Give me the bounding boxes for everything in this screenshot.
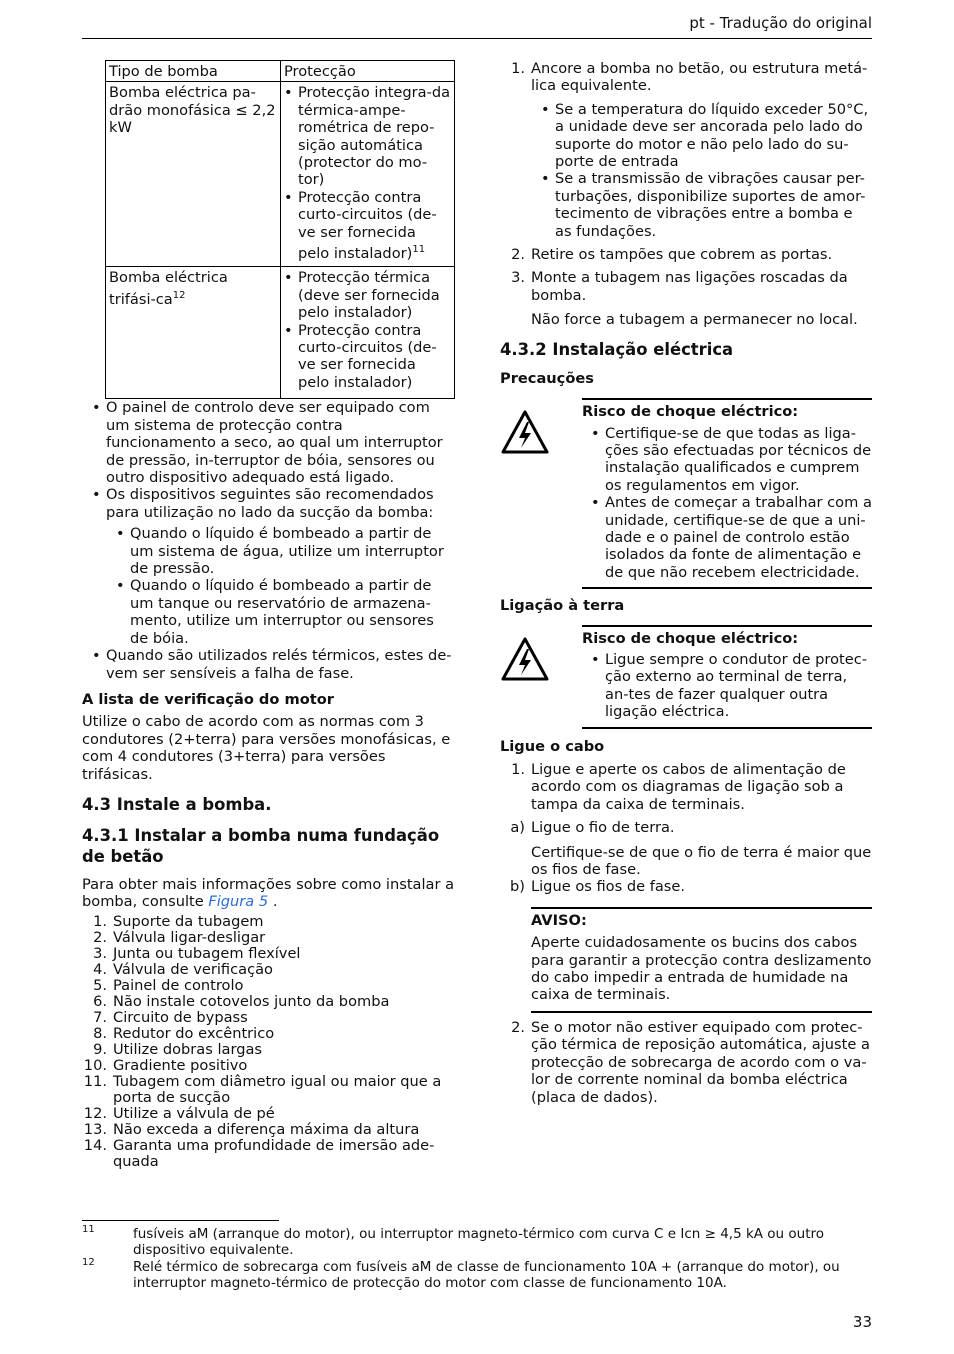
list-item: 11. Tubagem com diâmetro igual ou maior que a porta de sucção <box>83 1072 442 1106</box>
step-item: 3. Monte a tubagem nas ligações roscadas da bomba. <box>511 269 848 304</box>
list-item: 4. Válvula de verificação <box>93 960 273 978</box>
step-item: 2. Retire os tampões que cobrem as portas. <box>511 246 833 264</box>
list-item: • Quando o líquido é bombeado a partir de um tanque ou reservatório de armazena-mento, utilize um interruptor ou sensores de bóia. <box>130 577 455 647</box>
list-item: 1. Suporte da tubagem <box>93 912 264 930</box>
section-4-3-title: 4.3 Instale a bomba. <box>82 794 272 814</box>
precautions-heading: Precauções <box>500 369 594 387</box>
section-4-3-2-title: 4.3.2 Instalação eléctrica <box>500 339 734 359</box>
warning-title: Risco de choque eléctrico: <box>582 629 799 647</box>
list-item: • Quando o líquido é bombeado a partir de um sistema de água, utilize um interruptor de pressão. <box>130 525 455 577</box>
list-item: • Antes de começar a trabalhar com a unidade, certifique-se de que a uni-dade e o painel de controlo estão isolados da fonte de alimentação e de que não recebem electricidade. <box>605 494 872 581</box>
motor-text: Utilize o cabo de acordo com as normas com 3 condutores (2+terra) para versões monofásicas, e com 4 condutores (3+terra) para versões trifásicas. <box>82 713 451 783</box>
list-item-text: Tubagem com diâmetro igual ou maior que a porta de sucção <box>113 1072 442 1106</box>
list-item-text: Junta ou tubagem flexível <box>113 944 301 962</box>
running-header: pt - Tradução do original <box>689 14 872 32</box>
electric-hazard-icon <box>500 636 550 682</box>
step-text: Ligue os fios de fase. <box>531 878 686 896</box>
list-item-text: Painel de controlo <box>113 976 244 994</box>
list-item-text: Não exceda a diferença máxima da altura <box>113 1120 420 1138</box>
cell-text: Bomba eléctrica trifási-ca <box>109 269 228 308</box>
step-item: 2. Se o motor não estiver equipado com protec-ção térmica de reposição automática, ajuste a protecção de sobrecarga de acordo com o va-lor de corrente nominal da bomba eléctrica (placa de dados). <box>511 1018 870 1106</box>
list-item-text: Válvula de verificação <box>113 960 273 978</box>
header-rule <box>82 38 872 39</box>
step-note: Não force a tubagem a permanecer no local. <box>531 311 858 329</box>
footnote-ref: 11 <box>412 244 426 256</box>
step-text: Ancore a bomba no betão, ou estrutura metá-lica equivalente. <box>531 60 868 95</box>
step-text: Ligue o fio de terra. <box>531 819 675 837</box>
list-item: • O painel de controlo deve ser equipado com um sistema de protecção contra funcionamento a seco, ao qual um interruptor de pressão, in-terruptor de bóia, sensores ou outro dispositivo adequado está ligado. <box>106 399 455 486</box>
list-item-text: Redutor do excêntrico <box>113 1024 275 1042</box>
step-item: 1. Ligue e aperte os cabos de alimentação de acordo com os diagramas de ligação sob a tampa da caixa de terminais. <box>511 761 846 813</box>
page-number: 33 <box>852 1313 872 1331</box>
step-text: Retire os tampões que cobrem as portas. <box>531 246 833 264</box>
table-header-protection: Protecção <box>281 61 455 82</box>
notice-text: Aperte cuidadosamente os bucins dos cabos para garantir a protecção contra deslizamento do cabo impedir a entrada de humidade na caixa de terminais. <box>531 934 872 1004</box>
list-item: 3. Junta ou tubagem flexível <box>93 944 301 962</box>
intro-text: Para obter mais informações sobre como instalar a bomba, consulte <box>82 875 455 911</box>
step-item: a) Ligue o fio de terra. <box>510 819 675 837</box>
electric-hazard-icon <box>500 409 550 455</box>
footnote-number: 11 <box>82 1224 95 1235</box>
table-cell-protection <box>281 82 455 267</box>
footnote-text: Relé térmico de sobrecarga com fusíveis aM de classe de funcionamento 10A + (arranque do motor), ou interruptor magneto-térmico de protecção do motor com classe de funcionamento 10A. <box>133 1259 840 1292</box>
footnote-text: fusíveis aM (arranque do motor), ou interruptor magneto-térmico com curva C e Icn ≥ 4,5 kA ou outro dispositivo equivalente. <box>133 1226 825 1259</box>
table-header-row <box>106 61 455 82</box>
table-cell-type: Bomba eléctrica pa-drão monofásica ≤ 2,2 kW <box>106 82 281 267</box>
footnote-ref: 12 <box>172 289 186 301</box>
list-item-text: Gradiente positivo <box>113 1056 248 1074</box>
left-column <box>82 60 455 1170</box>
list-item: 8. Redutor do excêntrico <box>93 1024 275 1042</box>
section-4-3-1-title: 4.3.1 Instalar a bomba numa fundação de betão <box>82 825 440 866</box>
connect-cable-heading: Ligue o cabo <box>500 737 605 755</box>
list-item: 2. Válvula ligar-desligar <box>93 928 266 946</box>
list-item-text: Válvula ligar-desligar <box>113 928 266 946</box>
intro-end: . <box>272 893 278 911</box>
figure-link[interactable]: Figura 5 <box>208 893 269 911</box>
list-item-text: Utilize a válvula de pé <box>113 1104 275 1122</box>
step-text: Monte a tubagem nas ligações roscadas da bomba. <box>531 269 848 304</box>
notice-title: AVISO: <box>531 911 587 929</box>
list-item: 12. Utilize a válvula de pé <box>83 1104 275 1122</box>
list-item: • Ligue sempre o condutor de protec-ção externo ao terminal de terra, an-tes de fazer qualquer outra ligação eléctrica. <box>605 651 872 721</box>
warning-box <box>582 398 872 589</box>
list-item-text: Garanta uma profundidade de imersão ade-quada <box>113 1136 435 1170</box>
list-item: 7. Circuito de bypass <box>93 1008 248 1026</box>
list-item-text: Utilize dobras largas <box>113 1040 263 1058</box>
list-item: • Se a temperatura do líquido exceder 50°C, a unidade deve ser ancorada pelo lado do suporte do motor e não pelo lado do su-porte de entrada <box>555 101 872 171</box>
step-item: 1. Ancore a bomba no betão, ou estrutura metá-lica equivalente. <box>511 60 868 95</box>
step-item: b) Ligue os fios de fase. <box>510 878 686 896</box>
list-item-text: Suporte da tubagem <box>113 912 264 930</box>
grounding-heading: Ligação à terra <box>500 597 625 615</box>
step-note: Certifique-se de que o fio de terra é maior que os fios de fase. <box>531 843 872 879</box>
notice-box <box>531 907 872 1013</box>
list-item: • Protecção contra curto-circuitos (de-ve ser fornecida pelo instalador) <box>298 322 451 392</box>
table-header-pump-type: Tipo de bomba <box>106 61 281 82</box>
list-item: • Os dispositivos seguintes são recomendados para utilização no lado da sucção da bomba: <box>106 486 455 521</box>
list-item: • Protecção térmica (deve ser fornecida pelo instalador) <box>298 269 451 321</box>
step-text: Se o motor não estiver equipado com protec-ção térmica de reposição automática, ajuste a protecção de sobrecarga de acordo com o va-lor de corrente nominal da bomba eléctrica (placa de dados). <box>531 1018 870 1106</box>
footnote-rule <box>82 1220 279 1221</box>
list-item: 13. Não exceda a diferença máxima da altura <box>83 1120 420 1138</box>
table-row <box>106 82 455 267</box>
footnote <box>82 1259 872 1292</box>
table-cell-protection <box>281 267 455 399</box>
protection-table <box>105 60 455 399</box>
warning-box <box>582 625 872 729</box>
list-item-text: Circuito de bypass <box>113 1008 248 1026</box>
list-item: • Se a transmissão de vibrações causar per-turbações, disponibilize suportes de amor-tecimento de vibrações entre a bomba e as fundações. <box>555 170 872 240</box>
footnote <box>82 1226 872 1259</box>
intro-paragraph <box>82 876 455 911</box>
motor-checklist-heading: A lista de verificação do motor <box>82 690 334 708</box>
step-text: Ligue e aperte os cabos de alimentação de acordo com os diagramas de ligação sob a tampa da caixa de terminais. <box>531 761 846 813</box>
list-item: 5. Painel de controlo <box>93 976 244 994</box>
list-item: • Certifique-se de que todas as liga-ções são efectuadas por técnicos de instalação qualificados e cumprem os regulamentos em vigor. <box>605 425 872 495</box>
right-column <box>500 60 872 1106</box>
list-item: 6. Não instale cotovelos junto da bomba <box>93 992 390 1010</box>
list-item: 10. Gradiente positivo <box>83 1056 248 1074</box>
list-item: 9. Utilize dobras largas <box>93 1040 263 1058</box>
list-item <box>298 189 451 262</box>
footnote-number: 12 <box>82 1257 95 1268</box>
list-item-text: Não instale cotovelos junto da bomba <box>113 992 390 1010</box>
list-item: • Quando são utilizados relés térmicos, estes de-vem ser sensíveis a falha de fase. <box>106 647 455 682</box>
list-item-text: Protecção contra curto-circuitos (de-ve ser fornecida pelo instalador) <box>298 188 437 262</box>
table-cell-type <box>106 267 281 399</box>
warning-title: Risco de choque eléctrico: <box>582 403 799 421</box>
list-item: 14. Garanta uma profundidade de imersão ade-quada <box>83 1136 435 1170</box>
list-item: • Protecção integra-da térmica-ampe-rométrica de repo-sição automática (protector do mo-tor) <box>298 84 451 188</box>
numbered-list <box>82 914 455 1170</box>
table-row <box>106 267 455 399</box>
